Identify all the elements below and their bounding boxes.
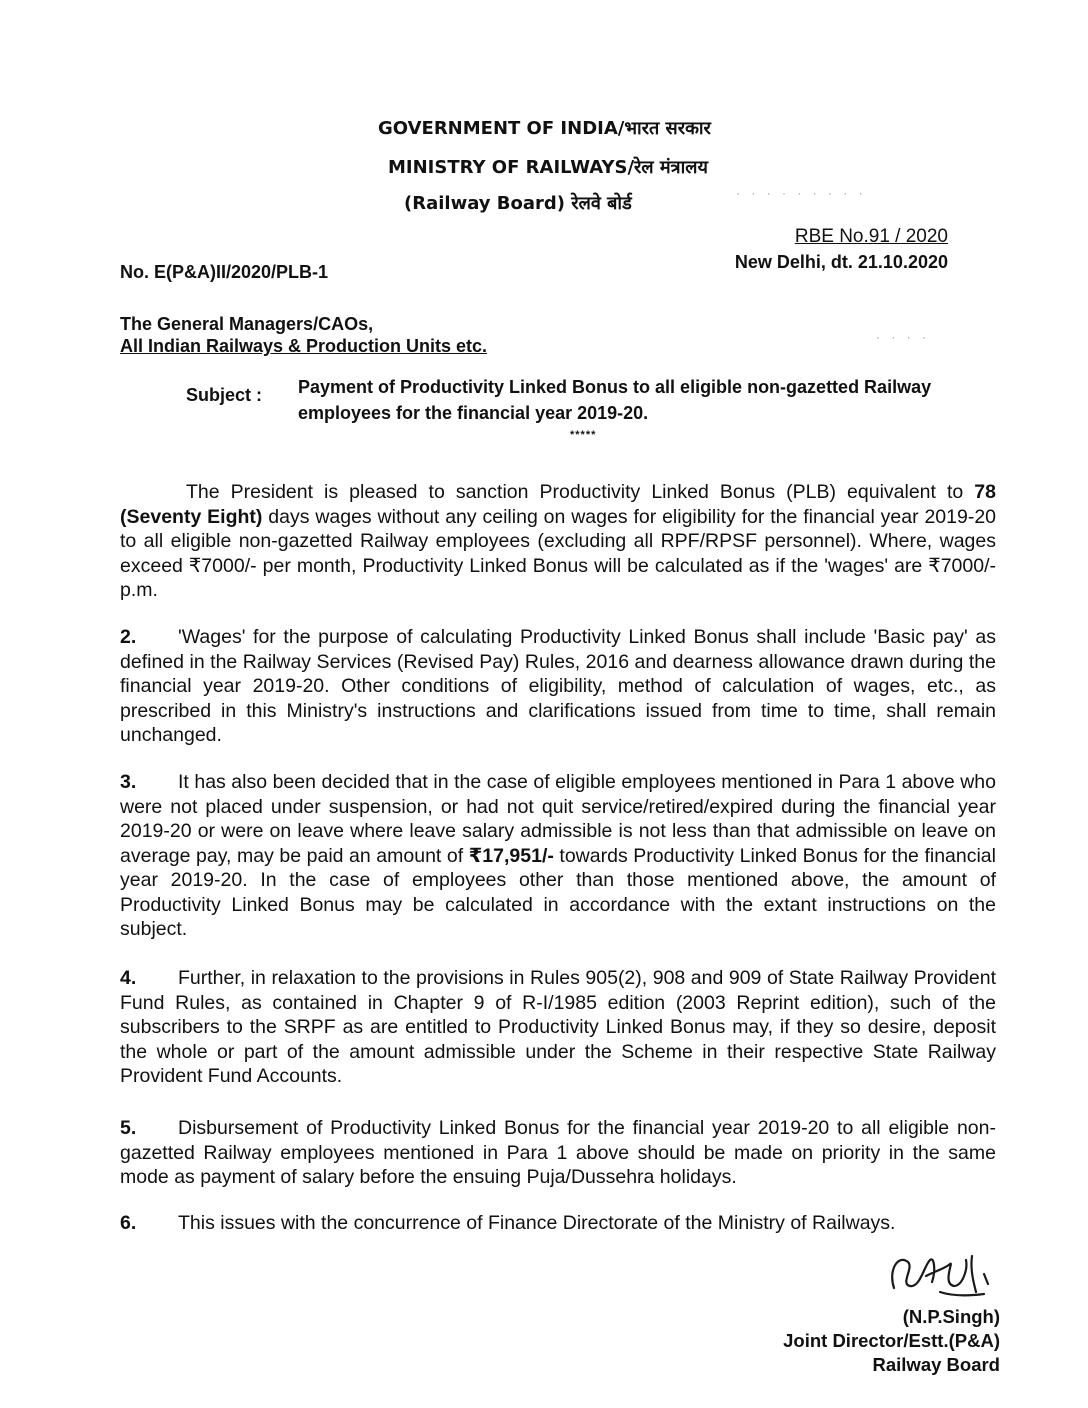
paragraph-3-number: 3. xyxy=(120,771,137,793)
paragraph-2-text: 'Wages' for the purpose of calculating Productivity Linked Bonus shall include 'Basic pay' as defined in the Railway Services (Revised Pay) Rules, 2016 and dearness allowance drawn during the financial year 2019-20. Other conditions of eligibility, method of calculation of wages, etc., as prescribed in this Ministry's instructions and clarifications issued from time to time, shall remain unchanged. xyxy=(120,626,996,746)
paragraph-2 xyxy=(120,625,996,748)
file-number: No. E(P&A)II/2020/PLB-1 xyxy=(120,262,329,282)
paragraph-3 xyxy=(120,770,996,942)
subject-separator: ***** xyxy=(570,429,597,441)
paragraph-4-text: Further, in relaxation to the provisions in Rules 905(2), 908 and 909 of State Railway Provident Fund Rules, as contained in Chapter 9 of R-I/1985 edition (2003 Reprint edition), such of the subscribers to the SRPF as are entitled to Productivity Linked Bonus may, if they so desire, deposit the whole or part of the amount admissible under the Scheme in their respective State Railway Provident Fund Accounts. xyxy=(120,967,996,1087)
subject-text: Payment of Productivity Linked Bonus to all eligible non-gazetted Railway employees for the financial year 2019-20. xyxy=(298,377,932,423)
signatory-name: (N.P.Singh) xyxy=(902,1306,1000,1327)
paragraph-3-text-a: It has also been decided that in the case of eligible employees mentioned in Para 1 above who were not placed under suspension, or had not quit service/retired/expired during the financial year 2019-20 or were on leave where leave salary admissible is not less than that admissible on leave on average pay, may be paid an amount of xyxy=(120,771,996,867)
paragraph-5-number: 5. xyxy=(120,1117,137,1139)
paragraph-1-text-a: The President is pleased to sanction Productivity Linked Bonus (PLB) equivalent to xyxy=(186,481,975,503)
paragraph-6-text: This issues with the concurrence of Finance Directorate of the Ministry of Railways. xyxy=(178,1212,896,1234)
place-date: New Delhi, dt. 21.10.2020 xyxy=(734,252,948,272)
paragraph-6-number: 6. xyxy=(120,1212,137,1234)
signature-block xyxy=(783,1305,1000,1377)
addressee-line-2: All Indian Railways & Production Units etc. xyxy=(120,336,488,356)
paragraph-2-number: 2. xyxy=(120,626,137,648)
handwritten-signature xyxy=(880,1240,1000,1310)
paragraph-4 xyxy=(120,966,996,1089)
paragraph-3-amount: ₹17,951/- xyxy=(468,844,554,867)
paragraph-1-days: 78 (Seventy Eight) xyxy=(120,481,996,528)
addressee-line-1: The General Managers/CAOs, xyxy=(120,314,374,334)
signatory-office: Railway Board xyxy=(872,1354,1000,1375)
faint-stamp-marks: · · · · · · · · · xyxy=(736,186,867,200)
paragraph-5-text: Disbursement of Productivity Linked Bonus for the financial year 2019-20 to all eligible non-gazetted Railway employees mentioned in Para 1 above should be made on priority in the same mode as payment of salary before the ensuing Puja/Dussehra holidays. xyxy=(120,1117,996,1188)
header-government: GOVERNMENT OF INDIA/भारत सरकार xyxy=(378,118,711,139)
paragraph-4-number: 4. xyxy=(120,967,137,989)
signatory-designation: Joint Director/Estt.(P&A) xyxy=(783,1330,1000,1351)
paragraph-5 xyxy=(120,1116,996,1190)
paragraph-6 xyxy=(120,1211,996,1236)
paragraph-1-text-b: days wages without any ceiling on wages for eligibility for the financial year 2019-20 to all eligible non-gazetted Railway employees (excluding all RPF/RPSF personnel). Where, wages exceed ₹7000/- per month, Productivity Linked Bonus will be calculated as if the 'wages' are ₹7000/- p.m. xyxy=(120,505,997,601)
header-ministry: MINISTRY OF RAILWAYS/रेल मंत्रालय xyxy=(388,157,708,178)
paragraph-3-text-b: towards Productivity Linked Bonus for the financial year 2019-20. In the case of employees other than those mentioned above, the amount of Productivity Linked Bonus may be calculated in accordance with the extant instructions on the subject. xyxy=(120,844,996,940)
faint-stamp-marks-2: · · · · xyxy=(876,330,930,344)
subject-label: Subject : xyxy=(186,385,263,405)
rbe-number: RBE No.91 / 2020 xyxy=(794,226,948,247)
paragraph-1 xyxy=(120,480,996,603)
header-railway-board: (Railway Board) रेलवे बोर्ड xyxy=(404,193,632,214)
